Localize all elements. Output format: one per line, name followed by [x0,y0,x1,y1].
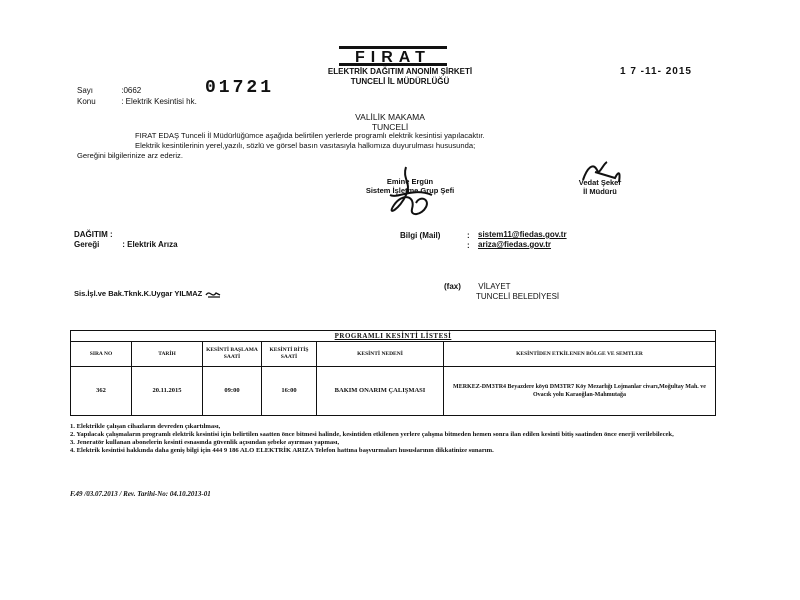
mail-colon-2: : [467,241,470,250]
note-item: 3. Jeneratör kullanan abonelerin kesinti esnasında güvenlik açısından şebeke ayırması yapması, [70,439,340,446]
fax-label: (fax) [444,282,461,291]
signature-right [545,178,655,196]
body-para-1: FIRAT EDAŞ Tunceli İl Müdürlüğümce aşağıda belirtilen yerlerde programlı elektrik kesintisi yapılacaktır. [135,131,485,140]
signature-left [340,177,480,195]
document-header [280,67,520,87]
company-logo [339,44,447,68]
mail-colon-1: : [467,231,470,240]
geregi-label: Gereği [74,240,100,249]
table-header-row [71,342,716,367]
fax-line2: TUNCELİ BELEDİYESİ [476,292,560,301]
col-bitis: KESİNTİ BİTİŞ SAATİ [262,342,317,367]
cell-tarih: 20.11.2015 [132,367,203,416]
signature-left-title: Sistem İşletme Grup Şefi [365,186,455,195]
signature-left-name: Emine Ergün [386,177,434,186]
directorate-name: TUNCELİ İL MÜDÜRLÜĞÜ [350,77,450,86]
sayi-number: 01721 [205,78,275,98]
cell-baslama: 09:00 [203,367,262,416]
dagitim-label: DAĞITIM : [74,230,113,239]
col-neden: KESİNTİ NEDENİ [317,342,444,367]
sayi-label: Sayı [77,86,94,95]
addressee [300,112,480,132]
table-title: PROGRAMLI KESİNTİ LİSTESİ [71,331,716,342]
bilgi-line [74,289,222,299]
geregi-value: : Elektrik Arıza [122,240,178,249]
logo-text: FIRAT [355,49,431,66]
letter-body [77,131,657,161]
konu-row [77,97,197,106]
fax-line1: VİLAYET [478,282,511,291]
table-row [71,367,716,416]
document-date: 1 7 -11- 2015 [620,66,692,77]
cell-neden: BAKIM ONARIM ÇALIŞMASI [317,367,444,416]
cell-bolge: MERKEZ-DM3TR4 Beyazdere köyü DM3TR7 Köy Mezarlığı Lojmanlar civarı,Moğultay Mah. ve Ovacık yolu Karaoğlan-Mahmutağa [444,367,716,416]
form-footer: F.49 /03.07.2013 / Rev. Tarihi-No: 04.10.2013-01 [70,490,211,498]
body-para-2: Elektrik kesintilerinin yerel,yazılı, sözlü ve görsel basın vasıtasıyla halkımıza duyurulması hususunda; [135,141,476,150]
bilgi-text: Sis.İşl.ve Bak.Tknk.K.Uygar YILMAZ [74,289,203,298]
col-baslama: KESİNTİ BAŞLAMA SAATİ [203,342,262,367]
sayi-row [77,86,141,95]
notes-list [70,423,720,455]
konu-value: : Elektrik Kesintisi hk. [121,97,197,106]
col-sira-no: SIRA NO [71,342,132,367]
cell-bitis: 16:00 [262,367,317,416]
initials-scribble [204,289,222,298]
body-para-3: Gereğini bilgilerinize arz ederiz. [77,151,183,160]
signature-right-name: Vedat Şeker [578,178,622,187]
fax-block [444,282,559,302]
konu-label: Konu [77,97,96,106]
mail-link-2[interactable]: ariza@fiedas.gov.tr [478,240,552,249]
addressee-line2: TUNCELİ [371,122,409,132]
signature-right-title: İl Müdürü [583,187,617,196]
addressee-line1: VALİLİK MAKAMA [355,112,425,122]
cell-sira: 362 [71,367,132,416]
geregi-row [74,240,178,249]
note-item: 2. Yapılacak çalışmaların programlı elektrik kesintisi için belirtilen saatten önce bitmesi halinde, kesintiden etkilenen yerlere çalışma bitmeden hemen sonra ilan edilen kesinti bitiş saatinden önce enerji verilebilecek, [70,431,674,438]
mail-link-1[interactable]: sistem11@fiedas.gov.tr [478,230,567,239]
mail-label: Bilgi (Mail) [400,231,441,240]
note-item: 1. Elektrikle çalışan cihazların devreden çıkartılması, [70,423,221,430]
col-tarih: TARİH [132,342,203,367]
outage-table [70,330,716,416]
note-item: 4. Elektrik kesintisi hakkında daha geniş bilgi için 444 9 186 ALO ELEKTRİK ARIZA Telefon hattına başvurmaları hususlarının dikkatinize sunarım. [70,447,494,454]
col-bolge: KESİNTİDEN ETKİLENEN BÖLGE VE SEMTLER [444,342,716,367]
sayi-value: :0662 [121,86,142,95]
company-name: ELEKTRİK DAĞITIM ANONİM ŞİRKETİ [327,67,473,76]
